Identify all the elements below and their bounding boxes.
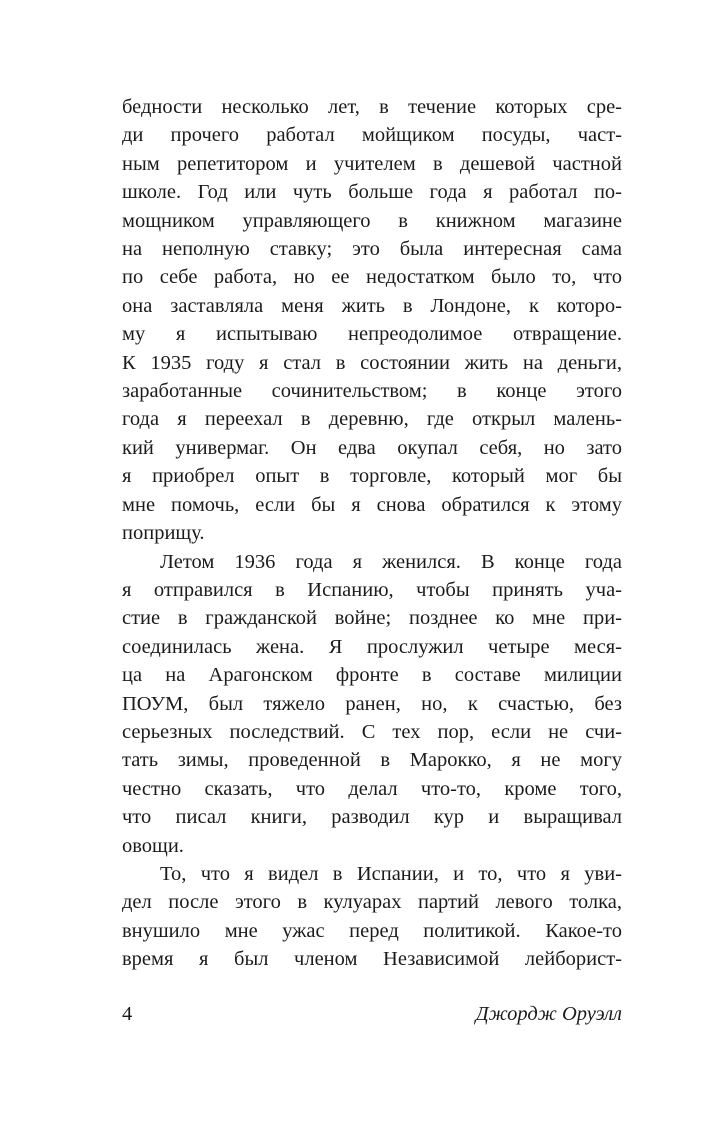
text-line: что писал книги, разводил кур и выращивал [122,806,622,829]
text-line: мне помочь, если бы я снова обратился к этому [122,493,622,516]
text-line: тать зимы, проведенной в Марокко, я не могу [122,749,622,772]
paragraph [122,548,622,860]
page-footer [122,1001,622,1027]
text-line: серьезных последствий. С тех пор, если не счи- [122,720,622,743]
text-line: ным репетитором и учителем в дешевой частной [122,152,622,175]
text-line: дел после этого в кулуарах партий левого толка, [122,891,622,914]
text-line: бедности несколько лет, в течение которых сре- [122,96,622,118]
text-line: мощником управляющего в книжном магазине [122,209,622,232]
text-line: ПОУМ, был тяжело ранен, но, к счастью, без [122,692,622,715]
text-line: она заставляла меня жить в Лондоне, к которо- [122,294,622,317]
text-line: ца на Арагонском фронте в составе милиции [122,664,622,687]
page-number: 4 [122,1003,133,1025]
text-line: стие в гражданской войне; позднее ко мне при- [122,607,622,630]
text-line: заработанные сочинительством; в конце этого [122,380,622,403]
text-line: овощи. [122,834,184,857]
text-line: Летом 1936 года я женился. В конце года [160,550,622,573]
text-line: на неполную ставку; это была интересная сама [122,238,622,261]
text-line: время я был членом Независимой лейборист- [122,948,622,971]
text-line: года я переехал в деревню, где открыл малень- [122,408,622,431]
text-line: му я испытываю непреодолимое отвращение. [122,323,622,346]
text-line: я отправился в Испанию, чтобы принять уча- [122,578,622,601]
running-author: Джордж Оруэлл [475,1003,622,1025]
text-block [122,93,622,974]
paragraph [122,93,622,548]
text-line: ди прочего работал мойщиком посуды, част- [122,124,622,147]
text-line: То, что я видел в Испании, и то, что я уви- [160,862,622,885]
text-line: К 1935 году я стал в состоянии жить на деньги, [122,351,622,374]
paragraph [122,860,622,974]
text-line: внушило мне ужас перед политикой. Какое-то [122,919,622,942]
text-line: поприщу. [122,522,205,545]
text-line: соединилась жена. Я прослужил четыре меся- [122,635,622,658]
text-line: кий универмаг. Он едва окупал себя, но зато [122,436,622,459]
text-line: я приобрел опыт в торговле, который мог бы [122,465,622,488]
text-line: честно сказать, что делал что-то, кроме того, [122,777,622,800]
text-line: школе. Год или чуть больше года я работал по- [122,181,622,204]
text-line: по себе работа, но ее недостатком было то, что [122,266,622,289]
